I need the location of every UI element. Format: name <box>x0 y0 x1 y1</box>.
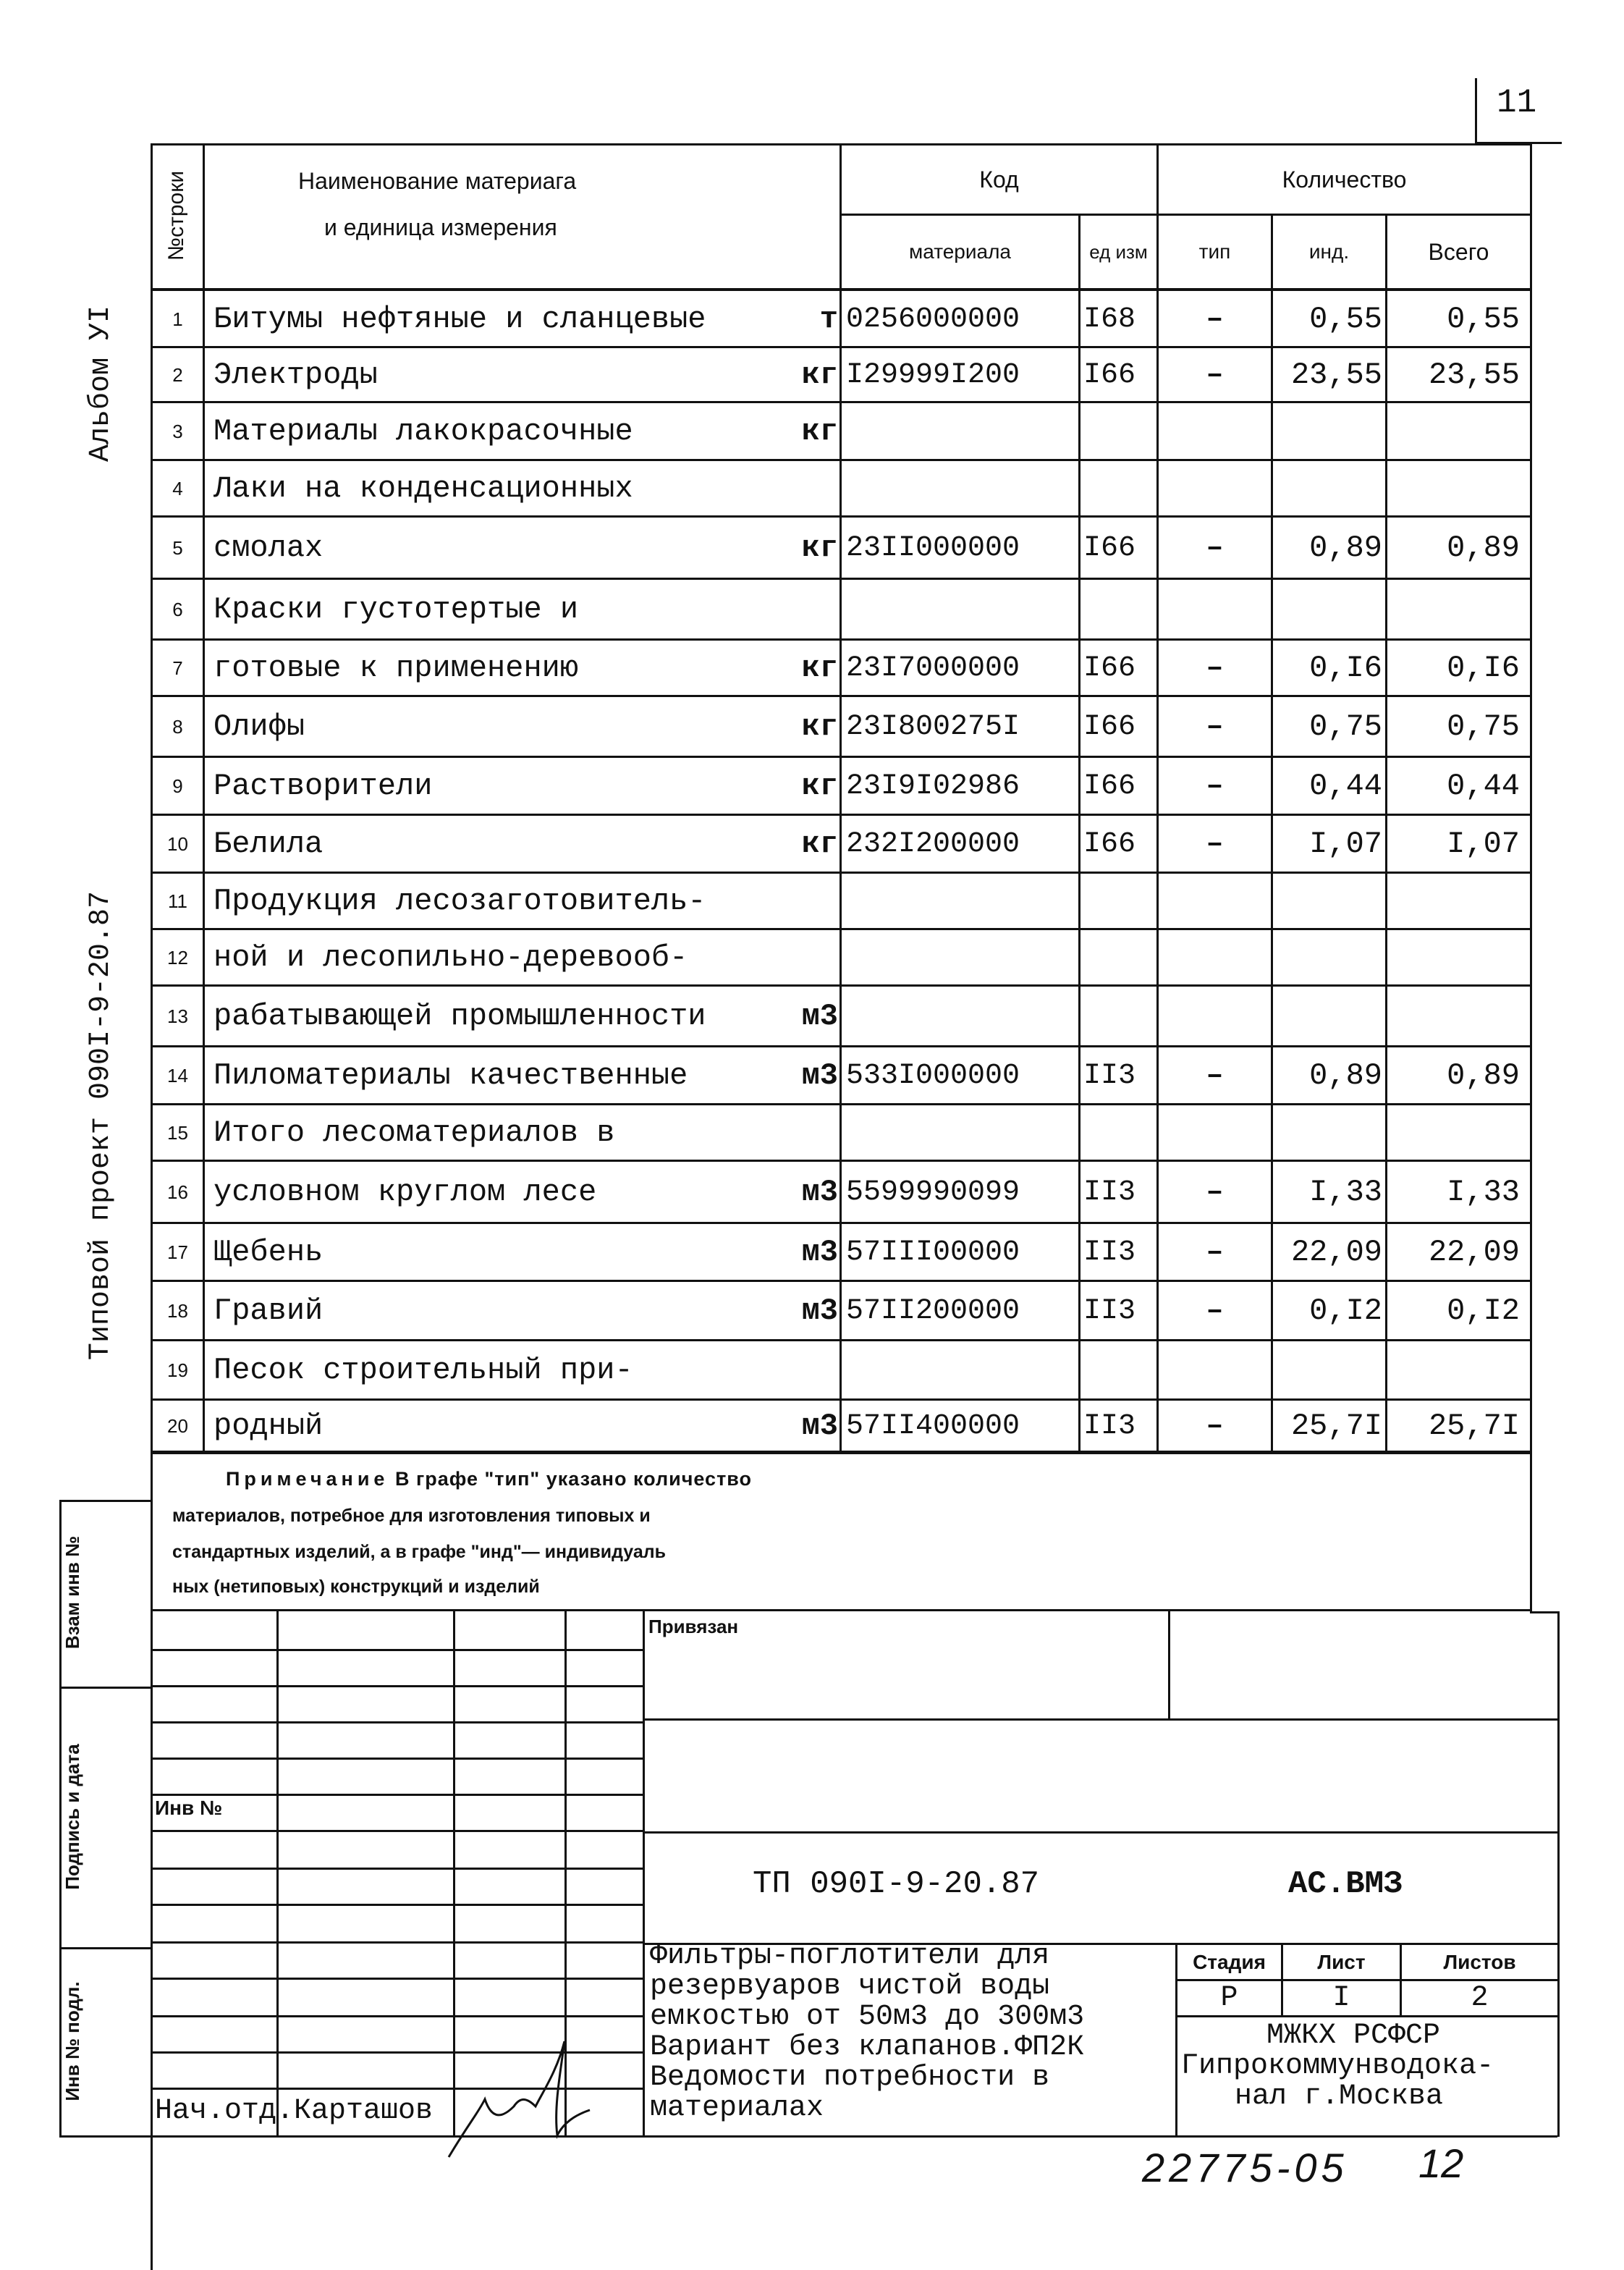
qty-ind <box>1276 579 1382 640</box>
material-name: Белила <box>213 827 323 861</box>
material-name: Гравий <box>213 1294 323 1328</box>
row-number: 20 <box>167 1414 188 1437</box>
material-name: Щебень <box>213 1235 323 1270</box>
header-name-line1: Наименование материага <box>298 168 577 194</box>
project-label: Типовой проект 090I-9-20.87 <box>85 890 117 1361</box>
qty-type <box>1159 873 1271 929</box>
row-number: 11 <box>168 890 187 912</box>
unit-code <box>1083 873 1156 929</box>
row-number: 12 <box>167 946 188 969</box>
header-unit: ед изм <box>1089 241 1148 263</box>
header-code: Код <box>979 166 1019 193</box>
qty-total: 22,09 <box>1428 1235 1520 1270</box>
material-code: 533I000000 <box>846 1059 1020 1092</box>
qty-type: – <box>1206 769 1224 803</box>
material-name: Лаки на конденсационных <box>213 471 633 506</box>
header-row-number: №строки <box>164 170 188 261</box>
row-number: 18 <box>167 1299 188 1322</box>
qty-type: – <box>1206 1409 1224 1443</box>
qty-ind: 0,I6 <box>1309 651 1382 685</box>
qty-total: 0,I6 <box>1447 651 1520 685</box>
material-name: Материалы лакокрасочные <box>213 414 633 449</box>
note-line2: материалов, потребное для изготовления типовых и <box>172 1506 651 1526</box>
qty-ind: 0,55 <box>1309 302 1382 337</box>
row-number: 4 <box>172 477 183 499</box>
qty-type <box>1159 460 1271 517</box>
qty-ind: 22,09 <box>1290 1235 1382 1270</box>
material-name: рабатывающей промышленности <box>213 999 706 1034</box>
material-name: условном круглом лесе <box>213 1175 597 1210</box>
material-unit: кг <box>801 358 838 392</box>
header-quantity: Количество <box>1282 166 1407 193</box>
qty-ind <box>1276 402 1382 460</box>
header-total: Всего <box>1428 238 1489 265</box>
unit-code: II3 <box>1083 1059 1136 1092</box>
material-code <box>846 1105 1078 1161</box>
qty-total: 0,44 <box>1447 769 1520 803</box>
row-number: 16 <box>167 1181 188 1203</box>
sheet-label: Лист <box>1317 1950 1366 1973</box>
material-unit <box>774 1105 838 1161</box>
material-code: 0256000000 <box>846 303 1020 336</box>
unit-code: I66 <box>1083 710 1136 743</box>
qty-ind <box>1276 873 1382 929</box>
row-number: 17 <box>167 1241 188 1263</box>
qty-ind <box>1276 986 1382 1047</box>
material-unit: т <box>819 302 838 337</box>
material-unit: м3 <box>801 1235 838 1270</box>
material-name: ной и лесопильно-деревооб- <box>213 940 688 975</box>
material-name: Олифы <box>213 709 305 744</box>
title-line-3: емкостью от 50м3 до 300м3 <box>650 2001 1085 2033</box>
qty-total: 0,55 <box>1447 302 1520 337</box>
sheets-label: Листов <box>1443 1950 1516 1973</box>
title-line-5: Ведомости потребности в <box>650 2062 1050 2094</box>
qty-type <box>1159 1341 1271 1400</box>
row-number: 1 <box>172 308 183 330</box>
unit-code <box>1083 402 1156 460</box>
qty-ind: 25,7I <box>1290 1409 1382 1443</box>
qty-type: – <box>1206 1176 1224 1209</box>
unit-code <box>1083 460 1156 517</box>
qty-total <box>1390 1341 1520 1400</box>
material-code: 57II200000 <box>846 1294 1020 1328</box>
qty-total: I,33 <box>1447 1175 1520 1210</box>
signature <box>434 2027 601 2172</box>
qty-ind: 23,55 <box>1290 358 1382 392</box>
footer-number: 22775-05 <box>1142 2145 1348 2190</box>
qty-ind: 0,I2 <box>1309 1294 1382 1328</box>
qty-type: – <box>1206 710 1224 743</box>
material-code <box>846 929 1078 986</box>
header-name-line2: и единица измерения <box>324 214 557 240</box>
material-unit: кг <box>801 709 838 744</box>
unit-code: I68 <box>1083 303 1136 336</box>
org-line-1: МЖКХ РСФСР <box>1266 2020 1441 2052</box>
title-line-2: резервуаров чистой воды <box>650 1970 1050 2003</box>
material-code <box>846 579 1078 640</box>
org-line-3: нал г.Москва <box>1235 2080 1444 2113</box>
row-number: 13 <box>167 1005 188 1027</box>
note-line4: ных (нетиповых) конструкций и изделий <box>172 1577 540 1597</box>
qty-type: – <box>1206 358 1224 392</box>
material-name: родный <box>213 1409 323 1443</box>
qty-type: – <box>1206 531 1224 565</box>
title-line-4: Вариант без клапанов.ФП2К <box>650 2031 1085 2064</box>
org-line-2: Гипрокоммунводока- <box>1181 2050 1494 2083</box>
unit-code <box>1083 1341 1156 1400</box>
material-name: Битумы нефтяные и сланцевые <box>213 302 706 337</box>
footer-sheet: 12 <box>1418 2140 1464 2186</box>
qty-ind: 0,44 <box>1309 769 1382 803</box>
material-unit: м3 <box>801 999 838 1034</box>
unit-code: II3 <box>1083 1409 1136 1443</box>
qty-total: 23,55 <box>1428 358 1520 392</box>
material-code: 23I800275I <box>846 710 1020 743</box>
material-unit: кг <box>801 414 838 449</box>
row-number: 9 <box>172 775 183 797</box>
material-code: 5599990099 <box>846 1176 1020 1209</box>
qty-ind <box>1276 1105 1382 1161</box>
material-unit: м3 <box>801 1294 838 1328</box>
material-unit <box>774 873 838 929</box>
qty-type <box>1159 929 1271 986</box>
side-vzam: Взам инв № <box>62 1535 83 1650</box>
row-number: 7 <box>172 657 183 679</box>
qty-total <box>1390 402 1520 460</box>
stage-label: Стадия <box>1193 1950 1266 1973</box>
material-unit: кг <box>801 827 838 861</box>
page-number: 11 <box>1497 84 1537 122</box>
signer-label: Нач.отд.Карташов <box>155 2095 434 2127</box>
material-code: 23II000000 <box>846 531 1020 565</box>
qty-total: 0,75 <box>1447 709 1520 744</box>
qty-ind: 0,89 <box>1309 531 1382 565</box>
row-number: 15 <box>167 1121 188 1144</box>
row-number: 5 <box>172 536 183 559</box>
note-line1: В графе "тип" указано количество <box>394 1468 753 1490</box>
header-material: материала <box>909 240 1011 263</box>
qty-type <box>1159 986 1271 1047</box>
header-type: тип <box>1198 240 1231 263</box>
qty-type <box>1159 1105 1271 1161</box>
header-ind: инд. <box>1308 240 1350 263</box>
unit-code: II3 <box>1083 1176 1136 1209</box>
row-number: 3 <box>172 420 183 442</box>
qty-ind: I,07 <box>1309 827 1382 861</box>
unit-code: I66 <box>1083 827 1136 861</box>
qty-total <box>1390 579 1520 640</box>
qty-ind: 0,89 <box>1309 1058 1382 1093</box>
side-podpis: Подпись и дата <box>62 1744 83 1890</box>
material-code: 57III00000 <box>846 1236 1020 1269</box>
note-line3: стандартных изделий, а в графе "инд"— индивидуаль <box>172 1542 666 1562</box>
title-line-1: Фильтры-поглотители для <box>650 1940 1050 1972</box>
material-code <box>846 1341 1078 1400</box>
title-line-6: материалах <box>650 2092 824 2125</box>
material-unit: м3 <box>801 1175 838 1210</box>
unit-code <box>1083 579 1156 640</box>
qty-total <box>1390 929 1520 986</box>
qty-ind: I,33 <box>1309 1175 1382 1210</box>
unit-code: II3 <box>1083 1294 1136 1328</box>
sheets-value: 2 <box>1471 1982 1489 2014</box>
qty-total <box>1390 873 1520 929</box>
unit-code <box>1083 1105 1156 1161</box>
row-number: 19 <box>167 1359 188 1381</box>
sheet-value: I <box>1332 1982 1350 2014</box>
unit-code: I66 <box>1083 358 1136 392</box>
material-code: 57II400000 <box>846 1409 1020 1443</box>
qty-total <box>1390 460 1520 517</box>
material-name: Растворители <box>213 769 433 803</box>
qty-total: 25,7I <box>1428 1409 1520 1443</box>
qty-type: – <box>1206 827 1224 861</box>
material-unit <box>774 929 838 986</box>
unit-code <box>1083 986 1156 1047</box>
material-name: готовые к применению <box>213 651 579 685</box>
row-number: 14 <box>167 1064 188 1087</box>
material-code <box>846 986 1078 1047</box>
material-code: 23I9I02986 <box>846 769 1020 803</box>
qty-total: I,07 <box>1447 827 1520 861</box>
row-number: 10 <box>167 832 188 855</box>
unit-code: I66 <box>1083 531 1136 565</box>
qty-ind <box>1276 460 1382 517</box>
qty-ind: 0,75 <box>1309 709 1382 744</box>
qty-total <box>1390 986 1520 1047</box>
unit-code: I66 <box>1083 651 1136 685</box>
material-name: Песок строительный при- <box>213 1353 633 1388</box>
qty-type: – <box>1206 1294 1224 1328</box>
unit-code: I66 <box>1083 769 1136 803</box>
row-number: 6 <box>172 598 183 620</box>
material-name: Электроды <box>213 358 378 392</box>
qty-ind <box>1276 929 1382 986</box>
side-inv: Инв № подл. <box>62 1981 83 2101</box>
material-name: смолах <box>213 531 323 565</box>
material-unit: м3 <box>801 1058 838 1093</box>
material-name: Продукция лесозаготовитель- <box>213 884 706 919</box>
row-number: 2 <box>172 363 183 386</box>
qty-total: 0,I2 <box>1447 1294 1520 1328</box>
qty-type: – <box>1206 1059 1224 1092</box>
material-unit: кг <box>801 769 838 803</box>
material-code: 23I7000000 <box>846 651 1020 685</box>
inv-no-label: Инв № <box>155 1797 223 1819</box>
material-name: Пиломатериалы качественные <box>213 1058 688 1093</box>
qty-type: – <box>1206 303 1224 336</box>
material-unit: кг <box>801 531 838 565</box>
unit-code: II3 <box>1083 1236 1136 1269</box>
material-code: 232I200000 <box>846 827 1020 861</box>
qty-total: 0,89 <box>1447 1058 1520 1093</box>
album-label: Альбом УI <box>85 305 117 463</box>
material-name: Краски густотертые и <box>213 592 579 627</box>
material-unit: кг <box>801 651 838 685</box>
qty-type: – <box>1206 1236 1224 1269</box>
material-code: I29999I200 <box>846 358 1020 392</box>
qty-type <box>1159 579 1271 640</box>
row-number: 8 <box>172 715 183 738</box>
stage-value: Р <box>1220 1982 1238 2014</box>
note-title: Примечание <box>226 1468 389 1490</box>
material-unit <box>774 1341 838 1400</box>
qty-total <box>1390 1105 1520 1161</box>
designation: ТП 090I-9-20.87 <box>753 1866 1040 1902</box>
material-unit <box>774 460 838 517</box>
material-unit: м3 <box>801 1409 838 1443</box>
material-code <box>846 402 1078 460</box>
material-unit <box>774 579 838 640</box>
document-code: АС.ВМЗ <box>1288 1866 1403 1902</box>
material-code <box>846 460 1078 517</box>
qty-type <box>1159 402 1271 460</box>
material-name: Итого лесоматериалов в <box>213 1115 615 1150</box>
privyazan-label: Привязан <box>648 1616 739 1637</box>
qty-total: 0,89 <box>1447 531 1520 565</box>
qty-ind <box>1276 1341 1382 1400</box>
material-code <box>846 873 1078 929</box>
qty-type: – <box>1206 651 1224 685</box>
unit-code <box>1083 929 1156 986</box>
